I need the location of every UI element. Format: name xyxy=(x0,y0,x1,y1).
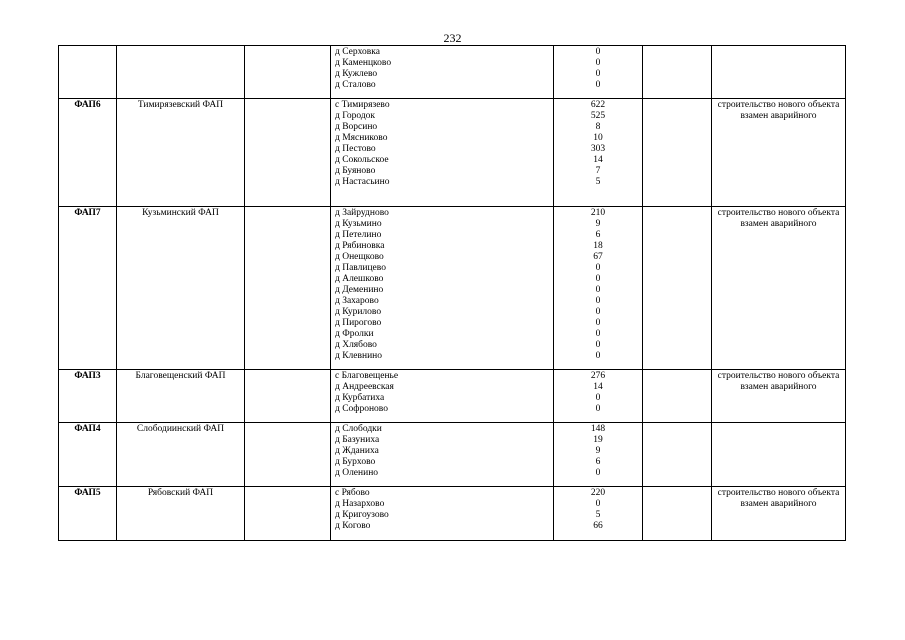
facility-name: Благовещенский ФАП xyxy=(135,371,226,381)
population-cell xyxy=(554,423,643,487)
note-text: взамен аварийного xyxy=(740,111,817,121)
empty-cell xyxy=(643,46,712,99)
facility-name-cell xyxy=(117,423,245,487)
note-cell xyxy=(712,370,846,423)
settlement-name: д Павлицево xyxy=(335,263,386,273)
settlement-name: д Курбатиха xyxy=(335,393,385,403)
population-value: 7 xyxy=(595,166,601,176)
population-value: 0 xyxy=(595,351,601,361)
population-cell xyxy=(554,487,643,541)
table-row xyxy=(59,487,846,541)
facility-name-cell xyxy=(117,370,245,423)
settlement-name: д Петелино xyxy=(335,230,382,240)
settlement-name: д Хлябово xyxy=(335,340,377,350)
settlements-cell xyxy=(331,207,554,370)
population-value: 0 xyxy=(595,468,601,478)
note-cell xyxy=(712,99,846,207)
settlement-name: д Буяново xyxy=(335,166,376,176)
population-value: 0 xyxy=(595,393,601,403)
population-value: 622 xyxy=(590,100,606,110)
facility-code-cell xyxy=(59,207,117,370)
facility-name-cell xyxy=(117,99,245,207)
note-text: строительство нового объекта xyxy=(717,488,840,498)
note-text: строительство нового объекта xyxy=(717,100,840,110)
population-value: 5 xyxy=(595,177,601,187)
settlement-name: д Деменино xyxy=(335,285,384,295)
empty-cell xyxy=(245,207,331,370)
facility-code-cell xyxy=(59,46,117,99)
table-row xyxy=(59,423,846,487)
settlement-name: д Онещково xyxy=(335,252,384,262)
note-text: строительство нового объекта xyxy=(717,208,840,218)
population-value: 0 xyxy=(595,318,601,328)
facility-name-cell xyxy=(117,207,245,370)
settlements-cell xyxy=(331,99,554,207)
settlements-cell xyxy=(331,423,554,487)
settlement-name: д Серховка xyxy=(335,47,380,57)
population-value: 0 xyxy=(595,340,601,350)
population-value: 148 xyxy=(590,424,606,434)
population-value: 8 xyxy=(595,122,601,132)
population-value: 0 xyxy=(595,47,601,57)
facility-code-cell xyxy=(59,99,117,207)
note-text: взамен аварийного xyxy=(740,382,817,392)
population-value: 276 xyxy=(590,371,606,381)
settlements-cell xyxy=(331,487,554,541)
population-value: 10 xyxy=(593,133,603,143)
settlement-name: д Городок xyxy=(335,111,376,121)
population-cell xyxy=(554,207,643,370)
facility-code: ФАП3 xyxy=(74,371,101,381)
note-text: строительство нового объекта xyxy=(717,371,840,381)
settlement-name: д Кужлево xyxy=(335,69,378,79)
settlement-name: д Слободки xyxy=(335,424,382,434)
settlement-name: д Когово xyxy=(335,521,371,531)
facility-name-cell xyxy=(117,46,245,99)
population-value: 5 xyxy=(595,510,601,520)
settlement-name: д Рябиновка xyxy=(335,241,385,251)
empty-cell xyxy=(643,99,712,207)
note-text: взамен аварийного xyxy=(740,499,817,509)
facility-code-cell xyxy=(59,423,117,487)
settlement-name: д Каменцково xyxy=(335,58,392,68)
empty-cell xyxy=(643,423,712,487)
settlement-name: д Сталово xyxy=(335,80,376,90)
empty-cell xyxy=(245,423,331,487)
facility-code: ФАП5 xyxy=(74,488,101,498)
population-value: 14 xyxy=(593,155,603,165)
settlements-cell xyxy=(331,370,554,423)
settlement-name: д Сокольское xyxy=(335,155,389,165)
empty-cell xyxy=(245,487,331,541)
population-value: 67 xyxy=(593,252,603,262)
facility-name: Кузьминский ФАП xyxy=(142,208,219,218)
empty-cell xyxy=(245,99,331,207)
population-value: 0 xyxy=(595,285,601,295)
settlement-name: с Благовещенье xyxy=(335,371,399,381)
population-cell xyxy=(554,99,643,207)
facility-code: ФАП7 xyxy=(74,208,101,218)
population-value: 0 xyxy=(595,263,601,273)
table-row xyxy=(59,99,846,207)
population-value: 525 xyxy=(590,111,606,121)
empty-cell xyxy=(643,487,712,541)
facility-code: ФАП6 xyxy=(74,100,101,110)
settlement-name: д Кузьмино xyxy=(335,219,382,229)
note-cell xyxy=(712,46,846,99)
settlement-name: д Андреевская xyxy=(335,382,394,392)
settlements-cell xyxy=(331,46,554,99)
facilities-table xyxy=(58,45,846,541)
empty-cell xyxy=(643,370,712,423)
note-cell xyxy=(712,487,846,541)
settlement-name: д Бурхово xyxy=(335,457,376,467)
settlement-name: с Рябово xyxy=(335,488,370,498)
settlement-name: д Мясниково xyxy=(335,133,388,143)
population-value: 18 xyxy=(593,241,603,251)
table-row xyxy=(59,207,846,370)
settlement-name: д Алешково xyxy=(335,274,384,284)
population-cell xyxy=(554,370,643,423)
settlement-name: д Настасьино xyxy=(335,177,390,187)
facility-code: ФАП4 xyxy=(74,424,101,434)
settlement-name: д Назархово xyxy=(335,499,385,509)
note-text: взамен аварийного xyxy=(740,219,817,229)
settlement-name: д Софроново xyxy=(335,404,388,414)
settlement-name: д Пестово xyxy=(335,144,376,154)
population-value: 303 xyxy=(590,144,606,154)
empty-cell xyxy=(245,46,331,99)
empty-cell xyxy=(245,370,331,423)
population-value: 0 xyxy=(595,296,601,306)
settlement-name: д Зайрудново xyxy=(335,208,389,218)
settlement-name: с Тимирязево xyxy=(335,100,390,110)
settlement-name: д Ворсино xyxy=(335,122,378,132)
table-row xyxy=(59,46,846,99)
population-cell xyxy=(554,46,643,99)
population-value: 0 xyxy=(595,499,601,509)
population-value: 210 xyxy=(590,208,606,218)
population-value: 220 xyxy=(590,488,606,498)
population-value: 14 xyxy=(593,382,603,392)
population-value: 6 xyxy=(595,230,601,240)
table-row xyxy=(59,370,846,423)
population-value: 0 xyxy=(595,69,601,79)
page-number: 232 xyxy=(443,31,462,45)
settlement-name: д Кригоузово xyxy=(335,510,389,520)
population-value: 0 xyxy=(595,404,601,414)
settlement-name: д Клевнино xyxy=(335,351,382,361)
population-value: 6 xyxy=(595,457,601,467)
settlement-name: д Базуниха xyxy=(335,435,380,445)
population-value: 19 xyxy=(593,435,603,445)
population-value: 0 xyxy=(595,274,601,284)
settlement-name: д Курилово xyxy=(335,307,382,317)
empty-cell xyxy=(643,207,712,370)
facility-code-cell xyxy=(59,487,117,541)
note-cell xyxy=(712,207,846,370)
population-value: 0 xyxy=(595,80,601,90)
settlement-name: д Захарово xyxy=(335,296,379,306)
population-value: 9 xyxy=(595,219,601,229)
facility-name-cell xyxy=(117,487,245,541)
settlement-name: д Жданиха xyxy=(335,446,379,456)
facility-name: Слободиинский ФАП xyxy=(136,424,225,434)
population-value: 66 xyxy=(593,521,603,531)
note-cell xyxy=(712,423,846,487)
population-value: 0 xyxy=(595,329,601,339)
population-value: 9 xyxy=(595,446,601,456)
population-value: 0 xyxy=(595,307,601,317)
population-value: 0 xyxy=(595,58,601,68)
settlement-name: д Оленино xyxy=(335,468,379,478)
settlement-name: д Фролки xyxy=(335,329,374,339)
settlement-name: д Пирогово xyxy=(335,318,382,328)
facility-name: Тимирязевский ФАП xyxy=(137,100,224,110)
facility-code-cell xyxy=(59,370,117,423)
facility-name: Рябовский ФАП xyxy=(147,488,214,498)
